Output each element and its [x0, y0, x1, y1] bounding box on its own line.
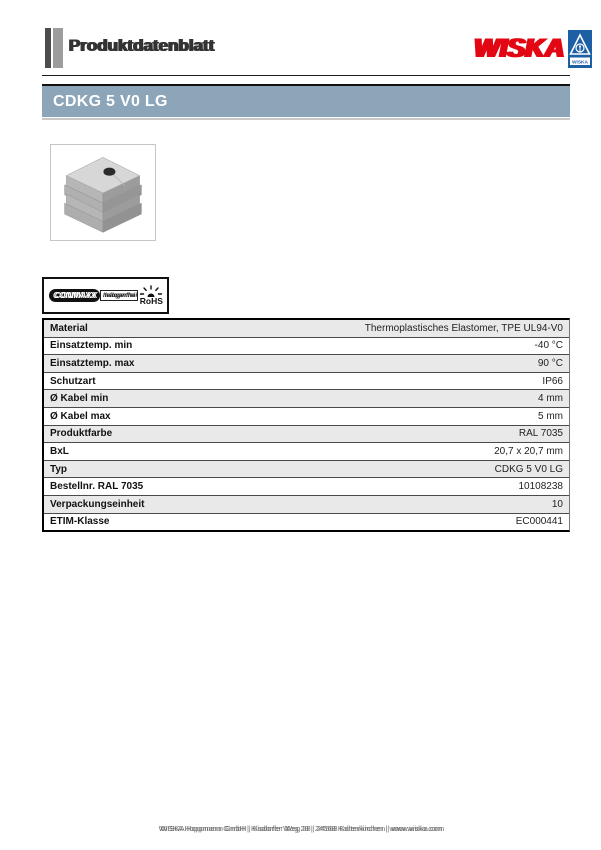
table-row	[44, 478, 569, 496]
wiska-logo-text: WISKA	[474, 33, 564, 63]
spec-label: Ø Kabel min	[50, 393, 109, 405]
table-row	[44, 461, 569, 479]
spec-label: Material	[50, 322, 88, 334]
header-accent-bar-dark	[45, 28, 51, 68]
spec-value: 4 mm	[538, 393, 563, 405]
product-image-box	[50, 144, 156, 241]
halogenfrei-logo: halogenfrei	[100, 290, 138, 301]
wiska-emblem-icon	[568, 30, 592, 73]
spec-label: Verpackungseinheit	[50, 498, 145, 510]
spec-value: IP66	[542, 375, 563, 387]
spec-label: Einsatztemp. max	[50, 357, 135, 369]
spec-label: BxL	[50, 445, 69, 457]
product-photo	[57, 150, 149, 236]
page-title: Produktdatenblatt	[68, 36, 214, 55]
rohs-label: RoHS	[139, 296, 163, 307]
table-row	[44, 514, 569, 531]
table-row	[44, 338, 569, 356]
spec-label: Typ	[50, 463, 68, 475]
spec-label: Bestellnr. RAL 7035	[50, 481, 144, 493]
spec-label: Ø Kabel max	[50, 410, 111, 422]
conmaxx-logo: CONMAXX	[49, 289, 100, 302]
header-divider	[42, 75, 570, 76]
wiska-logo	[474, 30, 592, 73]
table-row	[44, 390, 569, 408]
spec-label: Schutzart	[50, 375, 96, 387]
header-accent-bar-light	[53, 28, 63, 68]
title-bar-underline	[42, 118, 570, 120]
spec-label: Einsatztemp. min	[50, 340, 133, 352]
spec-value: 5 mm	[538, 410, 563, 422]
table-row	[44, 373, 569, 391]
spec-value: RAL 7035	[518, 428, 563, 440]
spec-value: -40 °C	[534, 340, 563, 352]
table-row	[44, 320, 569, 338]
rohs-icon	[138, 285, 164, 306]
spec-label: Produktfarbe	[50, 428, 113, 440]
spec-value: CDKG 5 V0 LG	[494, 463, 563, 475]
footer-text: WISKA Hoppmann GmbH | Kisdorfer Weg 28 | 24568 Kaltenkirchen | www.wiska.com	[158, 824, 443, 833]
spec-value: Thermoplastisches Elastomer, TPE UL94-V0	[364, 322, 563, 334]
table-row	[44, 443, 569, 461]
spec-value: 10108238	[518, 481, 563, 493]
emblem-label: WISKA	[572, 60, 588, 66]
spec-value: 20,7 x 20,7 mm	[494, 445, 563, 457]
table-row	[44, 496, 569, 514]
spec-label: ETIM-Klasse	[50, 516, 110, 528]
table-row	[44, 355, 569, 373]
spec-value: 10	[551, 498, 563, 510]
spec-table	[42, 318, 570, 532]
product-title: CDKG 5 V0 LG	[53, 92, 168, 110]
certification-box	[42, 277, 169, 314]
table-row	[44, 408, 569, 426]
table-row	[44, 426, 569, 444]
spec-value: EC000441	[515, 516, 563, 528]
product-title-bar	[42, 84, 570, 117]
spec-value: 90 °C	[537, 357, 563, 369]
